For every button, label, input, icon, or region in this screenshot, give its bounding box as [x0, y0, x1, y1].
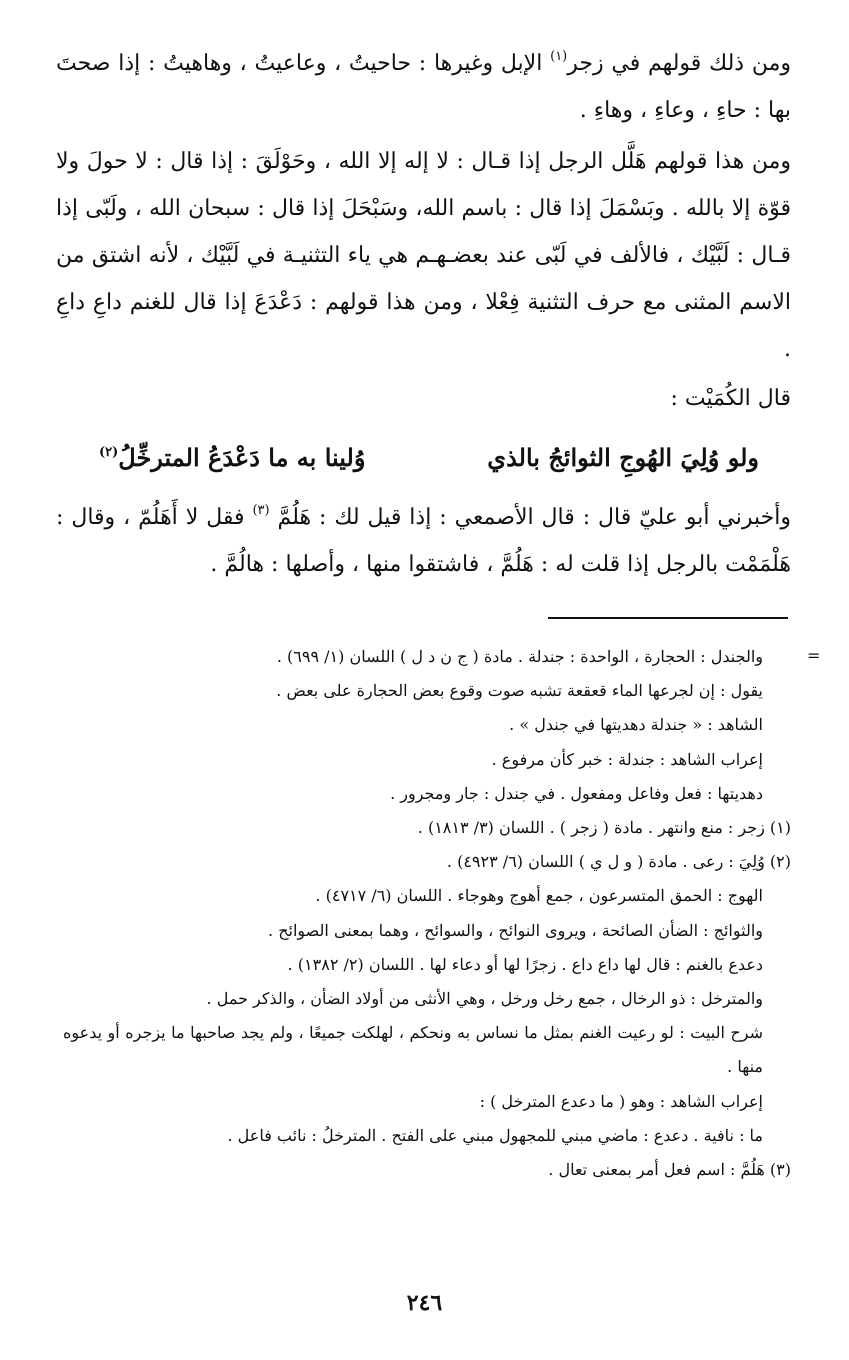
- footnote-1: (١) زجر : منع وانتهر . مادة ( زجر ) . اللسان (٣/ ١٨١٣) .: [417, 818, 791, 838]
- footnote-line: والمترخل : ذو الرخال ، جمع رخل ورخل ، وهي الأنثى من أولاد الضأن ، والذكر حمل .: [206, 989, 763, 1009]
- footnote-line: دهديتها : فعل وفاعل ومفعول . في جندل : جار ومجرور .: [390, 783, 763, 803]
- paragraph-text: ومن ذلك قولهم في زجر: [567, 51, 791, 76]
- footnote-line: إعراب الشاهد : وهو ( ما دعدع المترخل ) :: [479, 1091, 763, 1111]
- paragraph-zajr: [56, 40, 791, 134]
- footnote-line: إعراب الشاهد : جندلة : خبر كأن مرفوع .: [491, 749, 763, 769]
- footnote-2: (٢) وُلِيَ : رعى . مادة ( و ل ي ) اللسان (٦/ ٤٩٢٣) .: [446, 852, 791, 872]
- continuation-marker: =: [807, 646, 821, 665]
- main-text-continued: [56, 494, 791, 588]
- poem-verse: [99, 436, 759, 480]
- footnote-line: الهوج : الحمق المتسرعون ، جمع أهوج وهوجاء . اللسان (٦/ ٤٧١٧) .: [315, 886, 763, 906]
- footnote-line: دعدع بالغنم : قال لها داع داع . زجرًا لها أو دعاء لها . اللسان (٢/ ١٣٨٢) .: [287, 954, 763, 974]
- paragraph-text: فقل لا أَهَلُمّ ، وقال : هَلْمَمْت بالرجل إذا قلت له : هَلُمَّ ، فاشتقوا منها ، وأصلها : هالُمَّ .: [56, 505, 791, 577]
- footnote-ref-1[interactable]: (١): [550, 49, 568, 64]
- main-text: [56, 40, 791, 422]
- verse-first-hemistich: ولو وُلِيَ الهُوجِ الثوائجُ بالذي: [487, 443, 759, 472]
- footnote-line: والجندل : الحجارة ، الواحدة : جندلة . مادة ( ج ن د ل ) اللسان (١/ ٦٩٩) .: [276, 647, 763, 666]
- footnote-ref-3[interactable]: (٣): [252, 503, 270, 518]
- verse-text: وُلينا به ما دَعْدَعُ المترخِّلُ: [118, 443, 366, 472]
- footnote-line: شرح البيت : لو رعيت الغنم بمثل ما نساس به ونحكم ، لهلكت جميعًا ، ولم يجد صاحبها ما يزجره أو يدعوه منها .: [63, 1023, 763, 1077]
- paragraph-halumma: [56, 494, 791, 588]
- verse-second-hemistich: [99, 436, 365, 480]
- footnote-line: والثوائج : الضأن الصائحة ، ويروى النوائح ، والسوائح ، وهما بمعنى الصوائح .: [268, 920, 763, 940]
- paragraph-kumayt: قال الكُمَيْت :: [670, 386, 791, 411]
- footnote-ref-2[interactable]: (٢): [99, 445, 119, 460]
- footnotes: [63, 640, 791, 1187]
- footnote-line: الشاهد : « جندلة دهديتها في جندل » .: [509, 715, 763, 735]
- footnote-line: يقول : إن لجرعها الماء قعقعة تشبه صوت وقوع بعض الحجارة على بعض .: [276, 681, 763, 701]
- paragraph-text: وأخبرني أبو عليّ قال : قال الأصمعي : إذا قيل لك : هَلُمَّ: [277, 505, 791, 530]
- paragraph-text: الإبل وغيرها : حاحيتُ ، وعاعيتُ ، وهاهيتُ : إذا صحتَ بها : حاءِ ، وعاءِ ، وهاءِ .: [56, 51, 791, 123]
- paragraph-hallal: ومن هذا قولهم هَلَّل الرجل إذا قـال : لا إله إلا الله ، وحَوْلَقَ : إذا قال : لا حولَ ولا قوّة إلا بالله . وبَسْمَلَ إذا قال : باسم الله، وسَبْحَلَ إذا قال : سبحان الله ، ولَبّى إذا قـال : لَبَّيْك ، فالألف في لَبّى عند بعضـهـم هي ياء التثنيـة في لَبَّيْك ، لأنه اشتق من الاسم المثنى مع حرف التثنية فِعْلا ، ومن هذا قولهم : دَعْدَعَ إذا قال للغنم داعِ داعِ .: [56, 149, 791, 362]
- footnote-line: ما : نافية . دعدع : ماضي مبني للمجهول مبني على الفتح . المترخلُ : نائب فاعل .: [227, 1125, 763, 1145]
- footnote-separator: [548, 617, 788, 619]
- footnote-3: (٣) هَلُمَّ : اسم فعل أمر بمعنى تعال .: [548, 1160, 791, 1180]
- page-number: ٢٤٦: [406, 1290, 443, 1316]
